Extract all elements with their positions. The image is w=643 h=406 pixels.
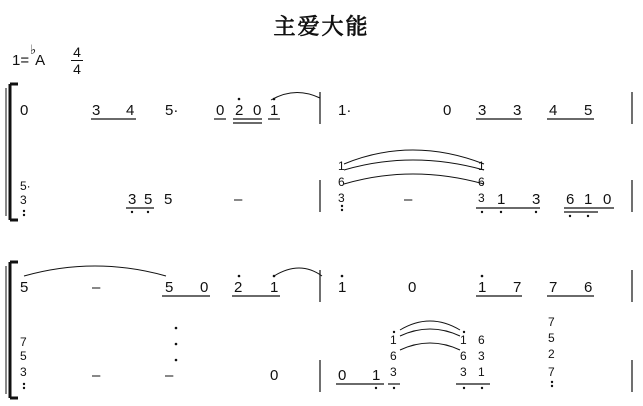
note: 0 <box>338 367 347 384</box>
svg-text:3: 3 <box>20 365 27 379</box>
note: – <box>165 367 174 384</box>
note: 6 <box>584 279 593 296</box>
note: 7 <box>549 279 558 296</box>
note: 1 <box>497 191 506 208</box>
note: 3 <box>478 102 487 119</box>
note: 0 <box>270 367 279 384</box>
note: 0 <box>408 279 417 296</box>
note: 0 <box>443 102 452 119</box>
note: 0 <box>253 102 262 119</box>
note: – <box>92 279 101 296</box>
system1-upper-beams <box>91 119 594 123</box>
note: 1 <box>338 279 347 296</box>
note: 1 <box>270 102 279 119</box>
note: 1· <box>338 102 352 119</box>
meter-bottom: 4 <box>73 61 81 77</box>
flat-sign: ♭ <box>30 42 37 57</box>
svg-text:7: 7 <box>20 335 27 349</box>
note: – <box>404 191 413 208</box>
svg-text:7: 7 <box>548 315 555 329</box>
system2-upper <box>20 279 592 296</box>
system2-lower <box>20 315 555 384</box>
svg-text:5: 5 <box>20 349 27 363</box>
key-note: A <box>35 52 46 69</box>
note: 0 <box>200 279 209 296</box>
note: 1 <box>478 365 485 379</box>
note: 7 <box>513 279 522 296</box>
svg-text:6: 6 <box>390 349 397 363</box>
svg-text:5: 5 <box>548 331 555 345</box>
note: 5 <box>165 279 174 296</box>
note: 2 <box>235 102 244 119</box>
note: 6 <box>478 333 485 347</box>
svg-text:6: 6 <box>460 349 467 363</box>
note: 1 <box>270 279 279 296</box>
note: 0 <box>20 102 29 119</box>
score-title: 主爱大能 <box>273 15 370 40</box>
note: 4 <box>126 102 135 119</box>
key-prefix: 1= <box>12 52 30 69</box>
note: 3 <box>478 349 485 363</box>
svg-text:1: 1 <box>460 333 467 347</box>
system1-lower <box>20 159 611 208</box>
note: 3 <box>128 191 137 208</box>
svg-text:3: 3 <box>460 365 467 379</box>
note: 5 <box>20 279 29 296</box>
note: 5 <box>584 102 593 119</box>
svg-text:2: 2 <box>548 347 555 361</box>
note: 1 <box>478 279 487 296</box>
svg-text:7: 7 <box>548 365 555 379</box>
svg-text:6: 6 <box>478 175 485 189</box>
note: 6 <box>566 191 575 208</box>
note: 1 <box>584 191 593 208</box>
note: 0 <box>603 191 612 208</box>
note: 4 <box>549 102 558 119</box>
note: 5 <box>164 191 173 208</box>
note: 2 <box>234 279 243 296</box>
system-bracket <box>10 84 18 220</box>
note: 3 <box>513 102 522 119</box>
svg-text:1: 1 <box>338 159 345 173</box>
svg-text:3: 3 <box>478 191 485 205</box>
note: 3 <box>532 191 541 208</box>
svg-text:1: 1 <box>478 159 485 173</box>
note: – <box>92 367 101 384</box>
note: 3 <box>92 102 101 119</box>
note: 5· <box>165 102 179 119</box>
system1-upper <box>20 102 592 119</box>
svg-text:6: 6 <box>338 175 345 189</box>
note: 1 <box>372 367 381 384</box>
meter-top: 4 <box>73 44 81 60</box>
svg-text:5·: 5· <box>20 179 31 193</box>
svg-text:3: 3 <box>20 193 27 207</box>
note: 0 <box>216 102 225 119</box>
svg-text:1: 1 <box>390 333 397 347</box>
note: 5 <box>144 191 153 208</box>
svg-text:3: 3 <box>338 191 345 205</box>
svg-text:3: 3 <box>390 365 397 379</box>
note: – <box>234 191 243 208</box>
